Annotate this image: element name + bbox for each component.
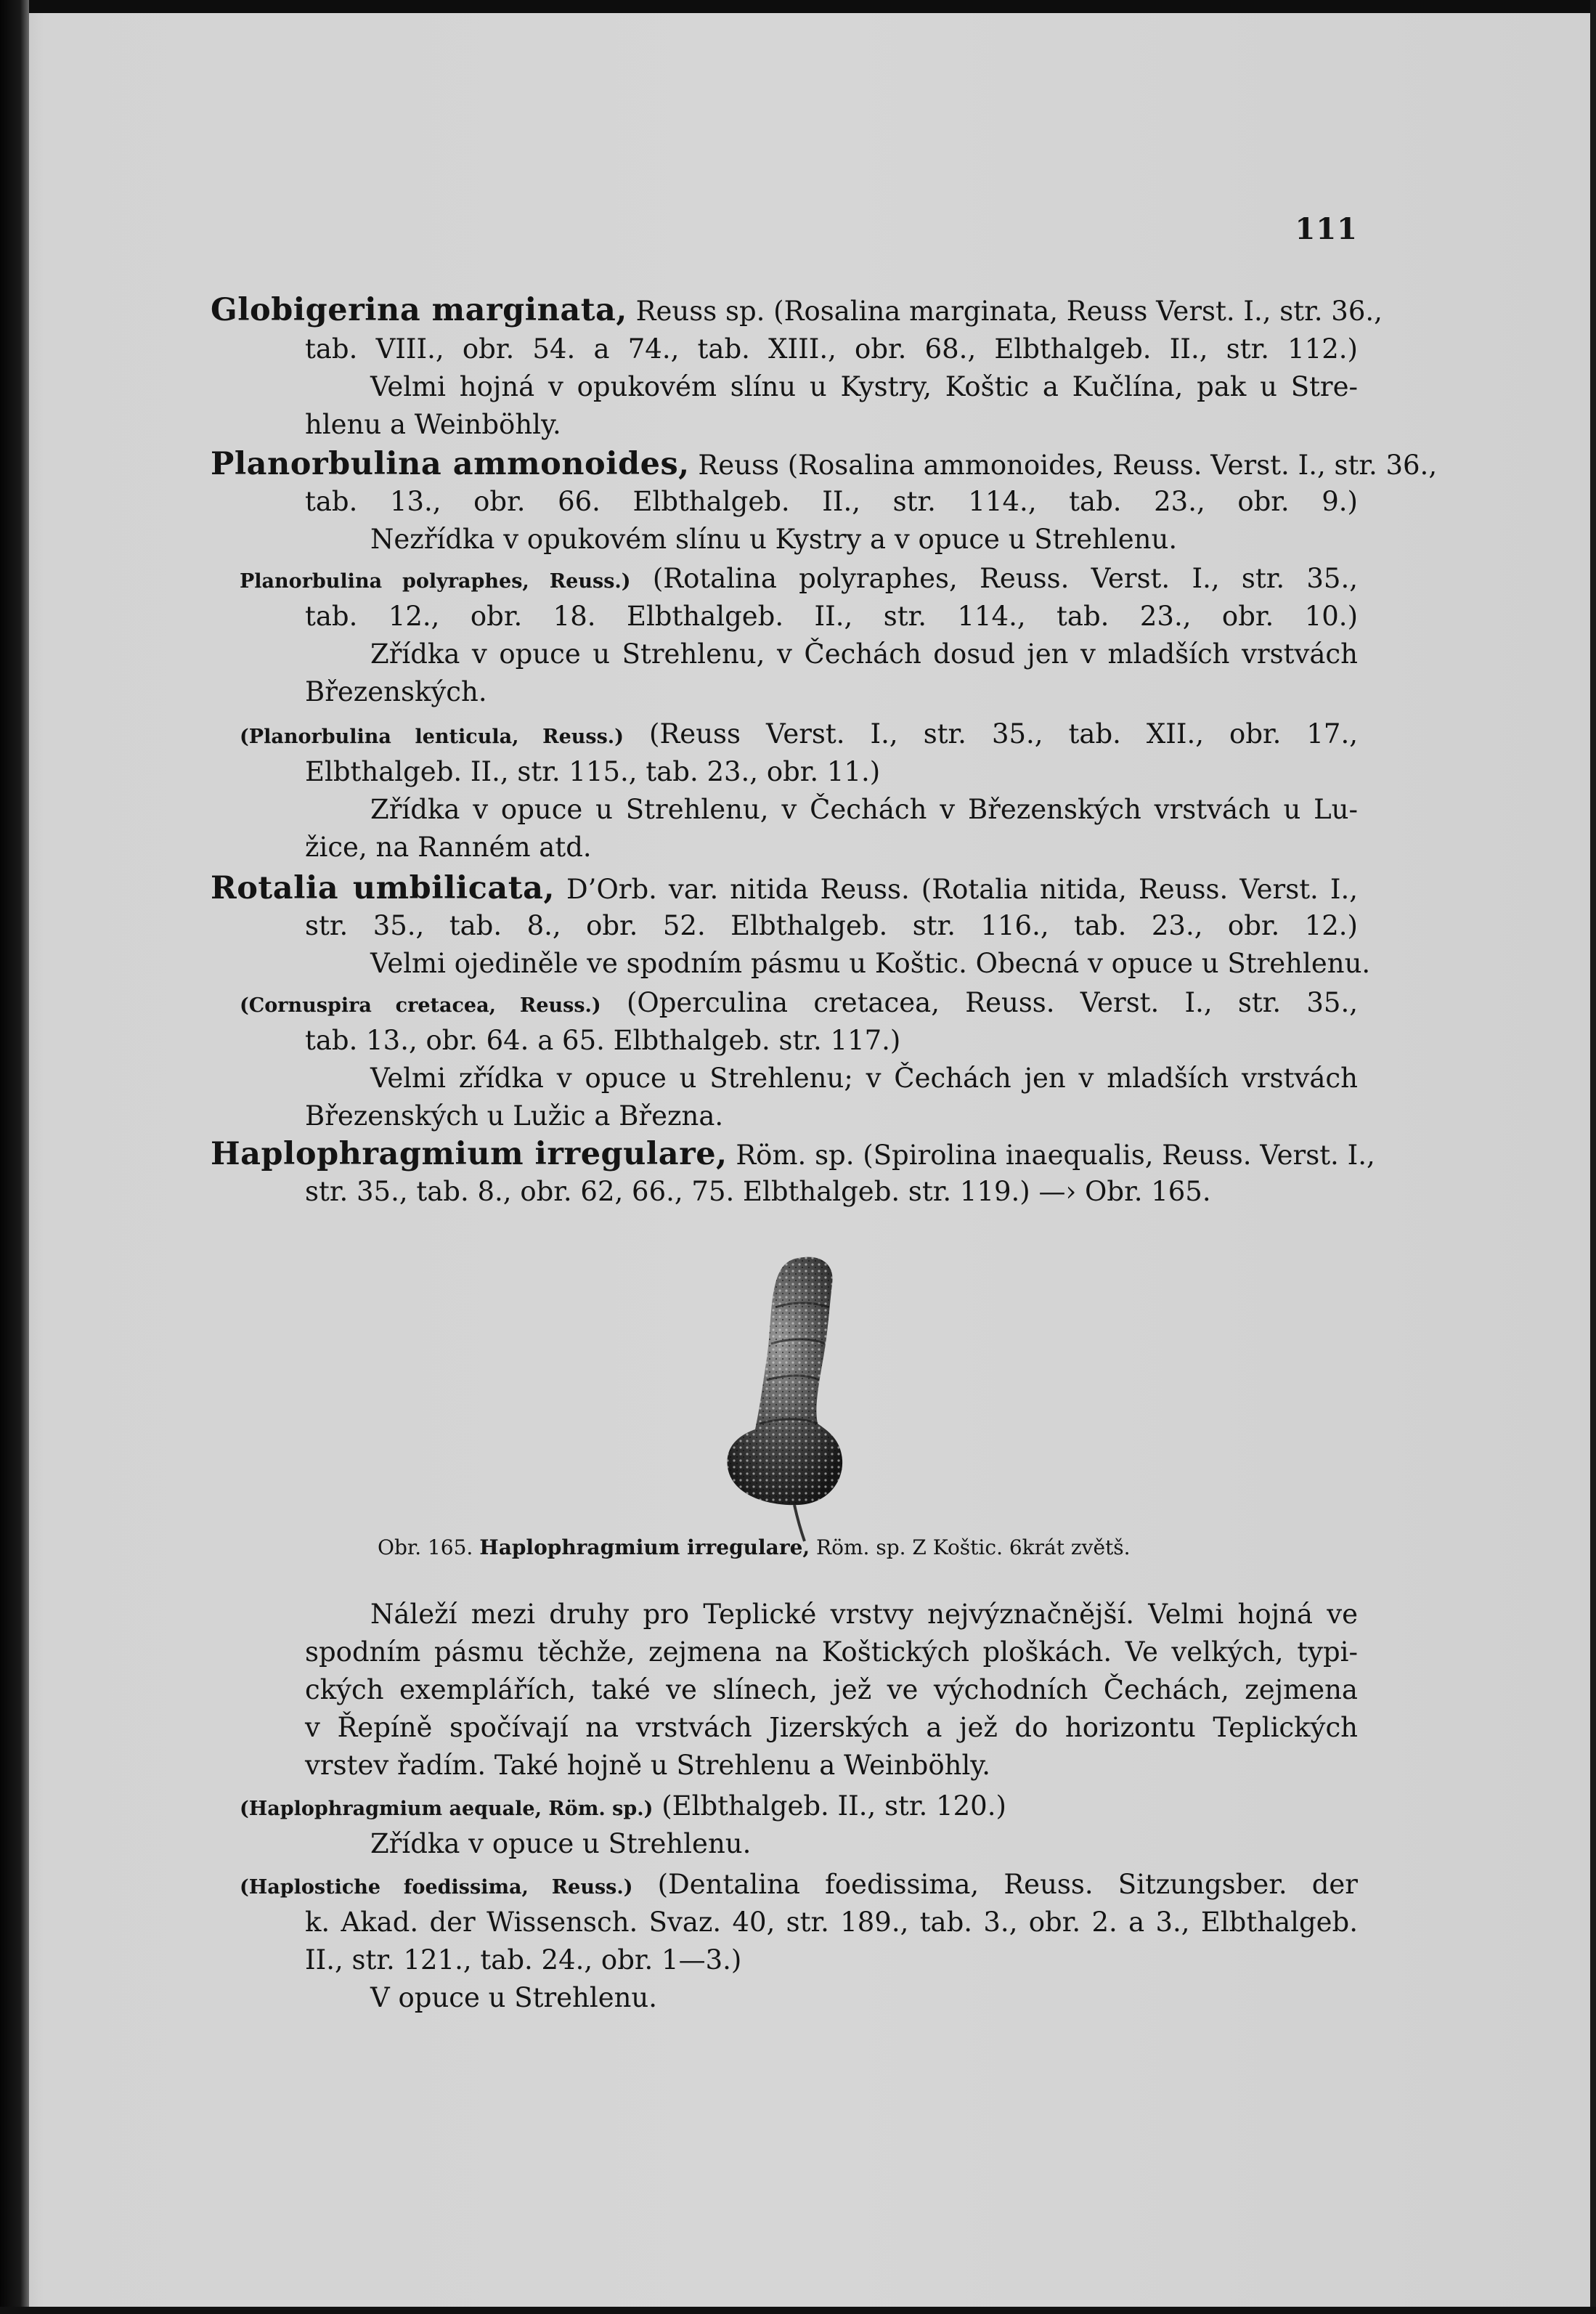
line-text: (Dentalina foedissima, Reuss. Sitzungsber. der [632, 1869, 1358, 1900]
line-text: Elbthalgeb. II., str. 115., tab. 23., obr. 11.) [305, 756, 881, 787]
line-text: D’Orb. var. nitida Reuss. (Rotalia nitida, Reuss. Verst. I., [554, 874, 1358, 905]
line-text: Velmi ojediněle ve spodním pásmu u Koštic. Obecná v opuce u Strehlenu. [370, 948, 1371, 979]
text-line [305, 1708, 1358, 1747]
line-text: (Elbthalgeb. II., str. 120.) [653, 1790, 1006, 1822]
text-line [211, 291, 1383, 330]
line-text: v Řepíně spočívají na vrstvách Jizerských a jež do horizontu Teplických [305, 1712, 1358, 1743]
text-line [370, 368, 1358, 407]
line-text: Nezřídka v opukovém slínu u Kystry a v opuce u Strehlenu. [370, 524, 1178, 555]
text-line [305, 1633, 1358, 1672]
text-line [240, 1787, 1358, 1826]
subspecies-heading: (Haplostiche foedissima, [240, 1876, 529, 1899]
line-text: hlenu a Weinböhly. [305, 409, 561, 440]
line-text: k. Akad. der Wissensch. Svaz. 40, str. 189., tab. 3., obr. 2. a 3., Elbthalgeb. [305, 1907, 1358, 1938]
line-text: tab. VIII., obr. 54. a 74., tab. XIII., obr. 68., Elbthalgeb. II., str. 112.) [305, 333, 1358, 365]
text-line [305, 906, 1358, 946]
subspecies-author: Reuss.) [528, 1876, 633, 1899]
line-text: Zřídka v opuce u Strehlenu. [370, 1828, 752, 1859]
text-line [305, 482, 1358, 521]
subspecies-author: Reuss.) [518, 726, 624, 748]
line-text: Zřídka v opuce u Strehlenu, v Čechách dosud jen v mladších vrstvách [370, 638, 1358, 670]
line-text: (Reuss Verst. I., str. 35., tab. XII., obr. 17., [624, 718, 1358, 750]
line-text: Velmi hojná v opukovém slínu u Kystry, Koštic a Kučlína, pak u Stre- [370, 371, 1358, 402]
figure-caption [378, 1531, 1205, 1564]
subspecies-author: Röm. sp.) [541, 1798, 654, 1820]
line-text: Březenských. [305, 676, 487, 707]
text-line [305, 405, 1358, 444]
text-line [305, 1172, 1358, 1211]
line-text: vrstev řadím. Také hojně u Strehlenu a Weinböhly. [305, 1750, 991, 1781]
line-text: Röm. sp. (Spirolina inaequalis, Reuss. Verst. I., [727, 1140, 1375, 1171]
line-text: ckých exemplářích, také ve slínech, jež ve východních Čechách, zejmena [305, 1674, 1358, 1705]
line-text: Reuss sp. (Rosalina marginata, Reuss Verst. I., str. 36., [627, 296, 1383, 327]
text-line [370, 1824, 1358, 1864]
subspecies-author: Reuss.) [496, 994, 601, 1017]
page-number: 111 [1295, 212, 1358, 246]
text-line [370, 1978, 1358, 2018]
text-line [370, 790, 1358, 829]
text-line [305, 1941, 1358, 1980]
line-text: str. 35., tab. 8., obr. 52. Elbthalgeb. str. 116., tab. 23., obr. 12.) [305, 910, 1358, 941]
text-line [370, 944, 1371, 983]
text-line [305, 1903, 1358, 1942]
species-heading: Haplophragmium irregulare, [211, 1136, 728, 1172]
line-text: V opuce u Strehlenu. [370, 1982, 658, 2013]
text-line [305, 1097, 1358, 1136]
line-text: Velmi zřídka v opuce u Strehlenu; v Čechách jen v mladších vrstvách [370, 1063, 1358, 1094]
text-line [370, 1059, 1358, 1098]
line-text: Zřídka v opuce u Strehlenu, v Čechách v Březenských vrstvách u Lu- [370, 794, 1358, 825]
text-line [305, 1670, 1358, 1710]
line-text: tab. 13., obr. 66. Elbthalgeb. II., str. 114., tab. 23., obr. 9.) [305, 486, 1358, 517]
line-text: tab. 12., obr. 18. Elbthalgeb. II., str. 114., tab. 23., obr. 10.) [305, 601, 1358, 632]
line-text: Březenských u Lužic a Března. [305, 1100, 724, 1132]
text-line [240, 1865, 1358, 1904]
text-line [240, 715, 1358, 754]
caption-prefix: Obr. 165. [378, 1535, 473, 1559]
subspecies-heading: (Cornuspira cretacea, [240, 994, 497, 1017]
caption-species: Haplophragmium irregulare, [479, 1535, 810, 1559]
text-line [240, 983, 1358, 1023]
foraminifera-illustration [719, 1249, 871, 1547]
species-heading: Rotalia umbilicata, [211, 870, 555, 906]
text-line [305, 1021, 1358, 1060]
text-line [370, 1595, 1358, 1634]
subspecies-author: Reuss.) [529, 570, 631, 593]
line-text: žice, na Ranném atd. [305, 832, 592, 863]
text-line [305, 1746, 1358, 1785]
subspecies-heading: Planorbulina polyraphes, [240, 570, 529, 593]
line-text: Náleží mezi druhy pro Teplické vrstvy nejvýznačnější. Velmi hojná ve [370, 1599, 1358, 1630]
subspecies-heading: (Haplophragmium aequale, [240, 1798, 542, 1820]
text-line [211, 444, 1438, 484]
text-line [305, 828, 1358, 867]
text-line [370, 520, 1358, 559]
text-line [211, 869, 1358, 908]
text-line [305, 673, 1358, 712]
species-heading: Planorbulina ammonoides, [211, 446, 690, 482]
line-text: tab. 13., obr. 64. a 65. Elbthalgeb. str. 117.) [305, 1025, 901, 1056]
text-line [211, 1134, 1375, 1174]
line-text: II., str. 121., tab. 24., obr. 1—3.) [305, 1944, 742, 1976]
text-line [240, 559, 1358, 598]
line-text: str. 35., tab. 8., obr. 62, 66., 75. Elbthalgeb. str. 119.) —› Obr. 165. [305, 1176, 1211, 1207]
species-heading: Globigerina marginata, [211, 292, 627, 328]
caption-suffix: Röm. sp. Z Koštic. 6krát zvětš. [810, 1535, 1131, 1559]
text-line [305, 752, 1358, 792]
line-text: (Rotalina polyraphes, Reuss. Verst. I., str. 35., [630, 563, 1358, 594]
line-text: (Operculina cretacea, Reuss. Verst. I., str. 35., [600, 987, 1358, 1018]
text-line [305, 597, 1358, 636]
subspecies-heading: (Planorbulina lenticula, [240, 726, 519, 748]
text-line [305, 330, 1358, 369]
line-text: spodním pásmu těchže, zejmena na Koštických ploškách. Ve velkých, typi- [305, 1636, 1358, 1668]
text-line [370, 635, 1358, 674]
line-text: Reuss (Rosalina ammonoides, Reuss. Verst. I., str. 36., [689, 450, 1438, 481]
